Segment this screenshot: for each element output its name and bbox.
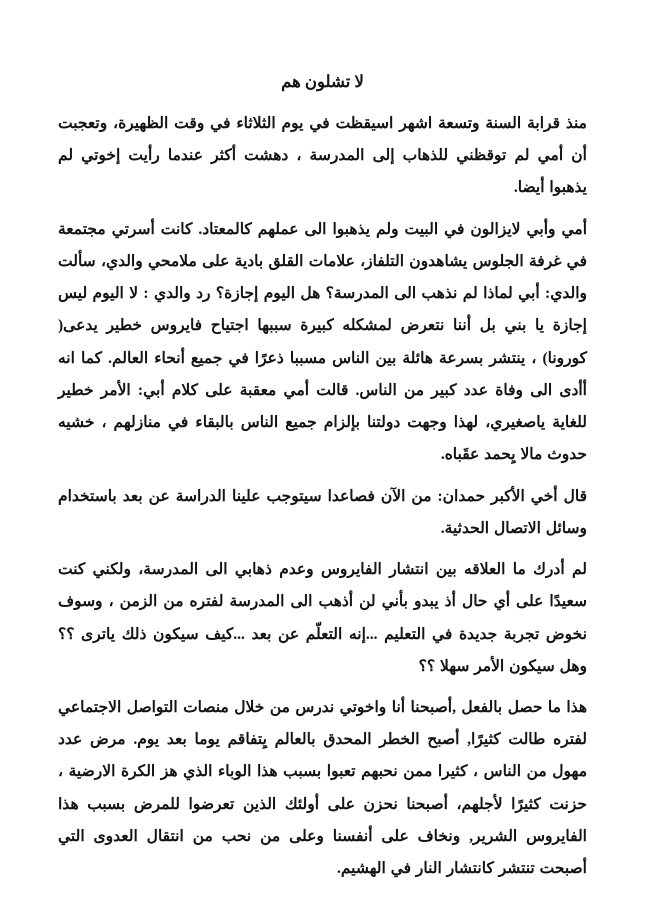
paragraph-4: لم أدرك ما العلاقه بين انتشار الفايروس وعدم ذهابي الى المدرسة، ولكني كنت سعيدًا على أي حال أذ يبدو بأني لن أذهب الى المدرسة لفتره من الزمن ، وسوف نخوض تجربة جديدة في التعليم ...إنه التعلّم عن بعد ...كيف سيكون ذلك ياترى ؟؟ وهل سيكون الأمر سهلا ؟؟ [58, 561, 587, 675]
paragraph-1: منذ قرابة السنة وتسعة اشهر اسيقظت في يوم الثلاثاء في وقت الظهيرة، وتعجبت أن أمي لم توقظني للذهاب إلى المدرسة ، دهشت أكثر عندما رأيت إخوتي لم يذهبوا أيضا. [58, 115, 587, 197]
paragraph-5: هذا ما حصل بالفعل ,أصبحنا أنا واخوتي ندرس من خلال منصات التواصل الاجتماعي لفتره طالت كثيرًا, أصبح الخطر المحدق بالعالم يِتفاقم يوما بعد يوم. مرض عدد مهول من الناس ، كثيرا ممن نحبهم تعبوا بسبب هذا الوباء الذي هز الكرة الارضية ، حزنت كثيرًا لأجلهم، أصبحنا نحزن على أولئك الذين تعرضوا للمرض بسبب هذا الفايروس الشرير, ونخاف على أنفسنا وعلى من نحب من انتقال العدوى التي أصبحت تنتشر كانتشار النار في الهشيم. [58, 698, 587, 878]
paragraph-3: قال أخي الأكبر حمدان: من الآن فصاعدا سيتوجب علينا الدراسة عن بعد باستخدام وسائل الاتصال الحدثية. [58, 487, 587, 537]
paragraph-2: أمي وأبي لايزالون في البيت ولم يذهبوا الى عملهم كالمعتاد. كانت أسرتي مجتمعة في غرفة الجلوس يشاهدون التلفاز، علامات القلق بادية على ملامحي والدي، سألت والدي: أبي لماذا لم نذهب الى المدرسة؟ هل اليوم إجازة؟ رد والدي : لا اليوم ليس إجازة يا بني بل أننا نتعرض لمشكله كبيرة سببها اجتياح فايروس خطير يدعى( كورونا) ، ينتشر بسرعة هائلة بين الناس مسببا ذعرًا في جميع أنحاء العالم. كما انه أأدى الى وفاة عدد كبير من الناس. قالت أمي معقبة على كلام أبي: الأمر خطير للغاية ياصغيري، لهذا وجهت دولتنا بإلزام جميع الناس بالبقاء في منازلهم ، خشيه حدوث مالا يِحمد عقَباه. [58, 220, 587, 464]
document-title: لا تشلون هم [281, 72, 364, 91]
